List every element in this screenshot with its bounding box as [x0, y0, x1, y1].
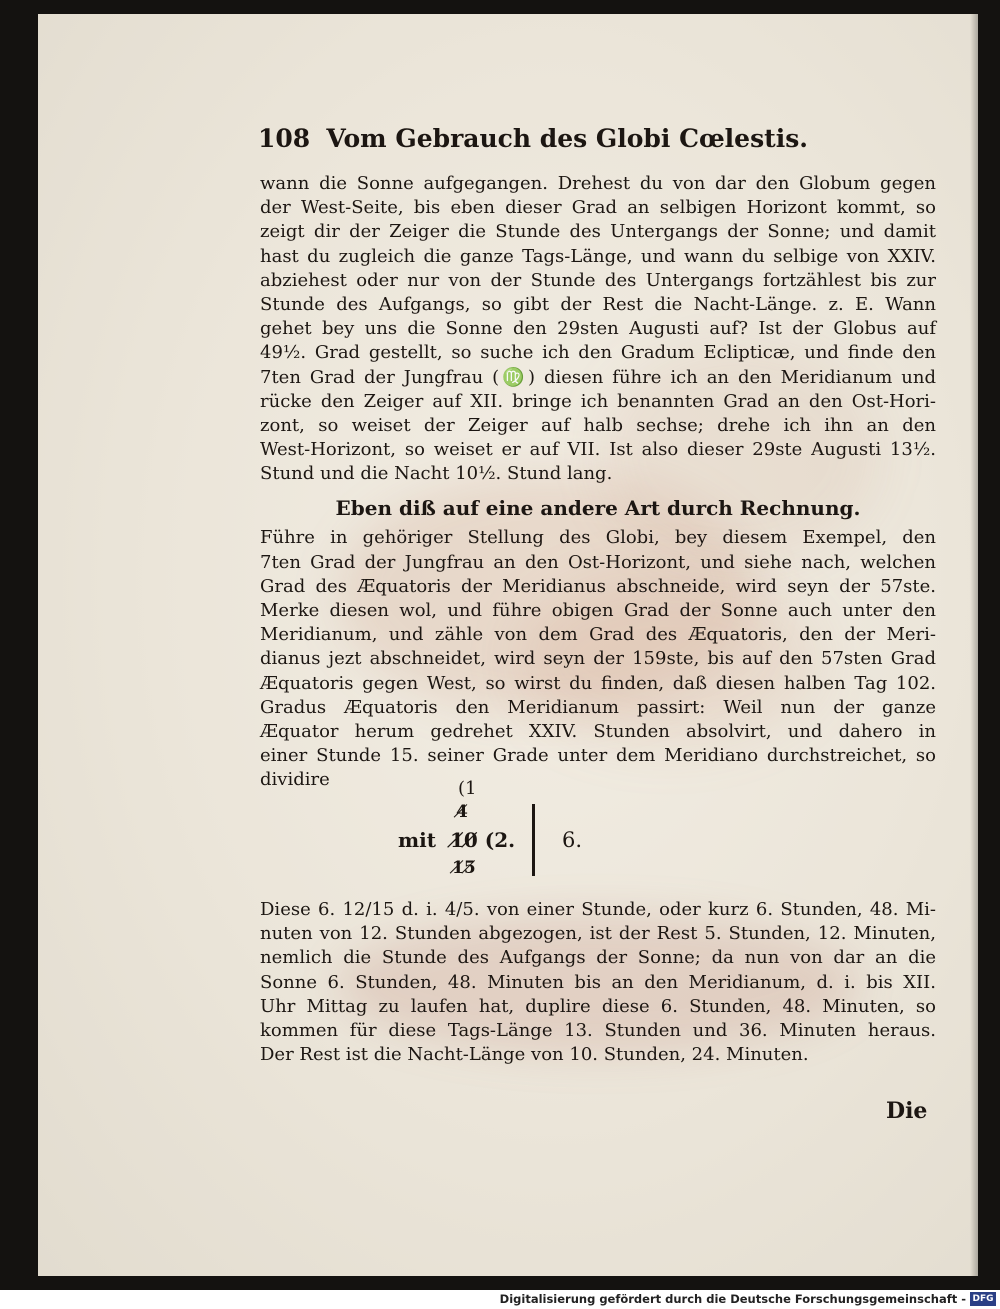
text-line: Sonne 6. Stunden, 48. Minuten bis an den Meridianum, d. i. bis XII. — [260, 971, 936, 993]
text-line: hast du zugleich die ganze Tags-Länge, und wann du selbige von XXIV. — [260, 245, 936, 267]
text-line: Diese 6. 12/15 d. i. 4/5. von einer Stunde, oder kurz 6. Stunden, 48. Mi- — [260, 899, 936, 920]
division-mit-label: mit — [398, 828, 436, 852]
page-header — [258, 124, 808, 160]
text-line: Führe in gehöriger Stellung des Globi, bey diesem Exempel, den — [260, 527, 936, 549]
page-edge-shadow — [970, 14, 978, 1276]
text-line: Æquatoris gegen West, so wirst du finden, daß diesen halben Tag 102. — [260, 672, 936, 694]
division-dividend: 1̸0̸ (2. — [450, 828, 516, 852]
footer-bar — [0, 1290, 1000, 1309]
text-block-lower — [260, 898, 936, 1067]
text-line: Æquator herum gedrehet XXIV. Stunden absolvirt, und dahero in — [260, 720, 936, 742]
page-number: 108 — [258, 124, 311, 153]
running-title: Vom Gebrauch des Globi Cœlestis. — [326, 124, 808, 153]
text-line: Uhr Mittag zu laufen hat, duplire diese 6. Stunden, 48. Minuten, so — [260, 995, 936, 1017]
catchword: Die — [886, 1098, 928, 1124]
text-line: dividire — [260, 769, 330, 791]
text-line: Merke diesen wol, und führe obigen Grad der Sonne auch unter den — [260, 600, 936, 621]
section-heading: Eben diß auf eine andere Art durch Rechnung. — [335, 496, 861, 521]
text-block-upper — [260, 172, 936, 793]
text-line: nuten von 12. Stunden abgezogen, ist der Rest 5. Stunden, 12. Minuten, — [260, 923, 936, 945]
text-line: wann die Sonne aufgegangen. Drehest du von dar den Globum gegen — [260, 173, 936, 194]
text-line: West-Horizont, so weiset er auf VII. Ist also dieser 29ste Augusti 13½. — [260, 439, 936, 461]
text-line: nemlich die Stunde des Aufgangs der Sonne; da nun von dar an die — [260, 947, 936, 969]
text-line: Meridianum, und zähle von dem Grad des Æquatoris, den der Meri- — [260, 624, 936, 646]
paragraph-2 — [260, 526, 936, 792]
division-struck-digit: 4̸ — [456, 802, 468, 822]
text-line: Gradus Æquatoris den Meridianum passirt: Weil nun der ganze — [260, 696, 936, 718]
text-line: gehet bey uns die Sonne den 29sten Augusti auf? Ist der Globus auf — [260, 318, 936, 340]
paragraph-3 — [260, 898, 936, 1067]
text-line: Der Rest ist die Nacht-Länge von 10. Stunden, 24. Minuten. — [260, 1044, 809, 1066]
division-divisor: 1̸5̸ — [452, 858, 476, 878]
text-line: einer Stunde 15. seiner Grade unter dem Meridiano durchstreichet, so — [260, 745, 936, 767]
funding-credit: Digitalisierung gefördert durch die Deutsche Forschungsgemeinschaft - — [499, 1292, 966, 1306]
text-line: Stund und die Nacht 10½. Stund lang. — [260, 463, 613, 485]
text-line: Stunde des Aufgangs, so gibt der Rest die Nacht-Länge. z. E. Wann — [260, 293, 936, 315]
division-calculation — [398, 778, 598, 888]
text-line: dianus jezt abschneidet, wird seyn der 159ste, bis auf den 57sten Grad — [260, 648, 936, 670]
paragraph-1 — [260, 172, 936, 486]
text-line: kommen für diese Tags-Länge 13. Stunden und 36. Minuten heraus. — [260, 1019, 936, 1041]
dfg-logo: DFG — [970, 1292, 996, 1306]
text-line: rücke den Zeiger auf XII. bringe ich benannten Grad an den Ost-Hori- — [260, 390, 936, 412]
text-line: 7ten Grad der Jungfrau (♍) diesen führe ich an den Meridianum und — [260, 366, 936, 388]
division-result: 6. — [562, 828, 583, 852]
text-line: der West-Seite, bis eben dieser Grad an selbigen Horizont kommt, so — [260, 197, 936, 219]
text-line: zeigt dir der Zeiger die Stunde des Untergangs der Sonne; und damit — [260, 221, 936, 243]
text-line: 49½. Grad gestellt, so suche ich den Gradum Eclipticæ, und finde den — [260, 342, 936, 364]
division-remainder: (1 — [458, 778, 477, 799]
division-bar — [532, 804, 535, 876]
text-line: zont, so weiset der Zeiger auf halb sechse; drehe ich ihn an den — [260, 414, 936, 436]
text-line: 7ten Grad der Jungfrau an den Ost-Horizont, und siehe nach, welchen — [260, 551, 936, 573]
text-line: abziehest oder nur von der Stunde des Untergangs fortzählest bis zur — [260, 269, 936, 291]
text-line: Grad des Æquatoris der Meridianus abschneide, wird seyn der 57ste. — [260, 575, 936, 597]
